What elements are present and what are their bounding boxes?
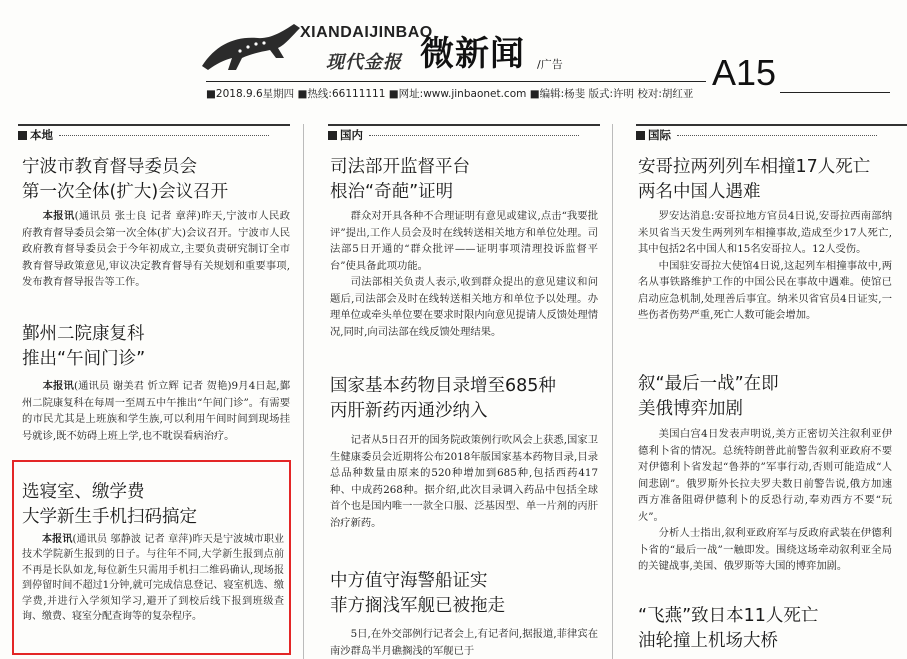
info-line: ■2018.9.6星期四 ■热线:66111111 ■网址:www.jinbaonet.com ■编辑:杨斐 版式:许明 校对:胡红亚 xyxy=(206,88,694,100)
article-text: (通讯员 张士良 记者 章萍)昨天,宁波市人民政府教育督导委员会第一次全体(扩大)会议召开。宁波市人民政府教育督导委员会于今年初成立,主要负责研究制订全市教育督导政策意见,审议决定教育督导有关规划和重要事项,发布教育督导报告等工作。 xyxy=(22,210,290,288)
section-label: 国内 xyxy=(340,128,363,142)
article-paragraph: 群众对开具各种不合理证明有意见或建议,点击“我要批评”提出,工作人员会及时在线转送相关地方和单位处理。司法部5日开通的“群众批评——证明事项清理投诉监督平台”使具备此项功能。 xyxy=(330,210,598,272)
section-header-international xyxy=(636,124,907,141)
headline-line: 丙肝新药丙通沙纳入 xyxy=(330,401,488,421)
headline-line: 第一次全体(扩大)会议召开 xyxy=(22,182,229,202)
article-paragraph: 分析人士指出,叙利亚政府军与反政府武装在伊德利卜省的“最后一战”一触即发。围绕这场牵动叙利亚全局的关键战事,美国、俄罗斯等大国的博弈加剧。 xyxy=(638,527,892,572)
page-number: A15 xyxy=(712,52,777,93)
headline xyxy=(22,155,292,205)
headline-line: 国家基本药物目录增至685种 xyxy=(330,376,556,396)
section-label: 本地 xyxy=(30,128,53,142)
masthead-pinyin: XIANDAIJINBAO xyxy=(300,24,433,41)
article-body xyxy=(22,532,284,624)
headline-line: 安哥拉两列列车相撞17人死亡 xyxy=(638,157,871,177)
article-paragraph: 5日,在外交部例行记者会上,有记者问,据报道,菲律宾在南沙群岛半月礁搁浅的军舰已于 xyxy=(330,628,598,657)
section-header-local xyxy=(18,124,290,141)
headline xyxy=(638,604,900,654)
section-header-domestic xyxy=(328,124,600,141)
article-lead: 本报讯 xyxy=(42,380,74,392)
headline xyxy=(638,372,900,422)
masthead-rule xyxy=(206,81,706,82)
headline-line: 司法部开监督平台 xyxy=(330,157,470,177)
leopard-logo-icon xyxy=(196,14,306,74)
article-paragraph: 中国驻安哥拉大使馆4日说,这起列车相撞事故中,两名从事铁路维护工作的中国公民在事故中遇难。使馆已启动应急机制,处理善后事宜。纳米贝省官员4日证实,一些伤者伤势严重,死亡人数可能会增加。 xyxy=(638,259,892,321)
column-divider xyxy=(303,124,304,659)
article-paragraph: 记者从5日召开的国务院政策例行吹风会上获悉,国家卫生健康委员会近期将公布2018年版国家基本药物目录,目录总品种数量由原来的520种增加到685种,包括西药417种、中成药268种。据介绍,此次目录调入药品中包括全球首个也是国内唯一一款全口服、泛基因型、单一片剂的丙肝治疗新药。 xyxy=(330,434,598,529)
headline xyxy=(330,374,600,424)
article-body xyxy=(638,426,892,575)
masthead xyxy=(0,0,907,100)
headline-line: 两名中国人遇难 xyxy=(638,182,761,202)
article-body xyxy=(22,378,290,444)
headline xyxy=(22,480,290,530)
paper-name: 现代金报 xyxy=(326,52,402,73)
article-text: (通讯员 谢美君 忻立辉 记者 贺艳)9月4日起,鄞州二院康复科在每周一至周五中午推出“午间门诊”。有需要的市民尤其是上班族和学生族,可以利用午间时间到现场挂号就诊,既不妨碍上班上学,也不耽误看病治疗。 xyxy=(22,380,290,442)
headline xyxy=(330,569,600,619)
headline-line: 推出“午间门诊” xyxy=(22,349,146,369)
article-body xyxy=(330,432,598,531)
article-paragraph: 罗安达消息:安哥拉地方官员4日说,安哥拉西南部纳米贝省当天发生两列列车相撞事故,造成至少17人死亡,其中包括2名中国人和15名安哥拉人。12人受伤。 xyxy=(638,210,892,255)
article-body xyxy=(22,208,290,291)
article-paragraph: 司法部相关负责人表示,收到群众提出的意见建议和问题后,司法部会及时在线转送相关地方和单位予以处理。办理单位或牵头单位要在要求时限内向意见提请人反馈处理情况,同时,向司法部在线反馈处理结果。 xyxy=(330,276,598,338)
headline-line: 菲方搁浅军舰已被拖走 xyxy=(330,596,505,616)
headline-line: 根治“奇葩”证明 xyxy=(330,182,454,202)
headline-line: 选寝室、缴学费 xyxy=(22,482,145,502)
headline xyxy=(330,155,600,205)
square-bullet-icon xyxy=(18,131,27,140)
headline-line: “飞燕”致日本11人死亡 xyxy=(638,606,819,626)
headline-line: 美俄博弈加剧 xyxy=(638,399,743,419)
page-number-rule xyxy=(780,92,890,93)
column-divider xyxy=(612,124,613,659)
section-name: 微新闻 xyxy=(420,34,525,74)
headline-line: 鄞州二院康复科 xyxy=(22,324,145,344)
article-text: (通讯员 邬静波 记者 章萍)昨天是宁波城市职业技术学院新生报到的日子。与往年不同,大学新生报到点前不再是长队如龙,每位新生只需用手机扫二维码确认,现场报到停留时间不超过1分钟,就可完成信息登记、寝室机选、缴学费,并进行入学须知学习,避开了到校后线下报到班级查询、缴费、寝室分配查询等的复杂程序。 xyxy=(22,534,285,623)
square-bullet-icon xyxy=(636,131,645,140)
section-label: 国际 xyxy=(648,128,671,142)
headline-line: 宁波市教育督导委员会 xyxy=(22,157,197,177)
article-body xyxy=(330,208,598,340)
ad-tag: /广告 xyxy=(537,58,563,71)
article-lead: 本报讯 xyxy=(42,534,73,545)
headline xyxy=(638,155,900,205)
article-body xyxy=(638,208,892,324)
headline-line: 油轮撞上机场大桥 xyxy=(638,631,778,651)
headline-line: 叙“最后一战”在即 xyxy=(638,374,779,394)
square-bullet-icon xyxy=(328,131,337,140)
article-paragraph: 美国白宫4日发表声明说,美方正密切关注叙利亚伊德利卜省的情况。总统特朗普此前警告叙利亚政府不要对伊德利卜省发起“鲁莽的”军事行动,否则可能造成“人间悲剧”。俄罗斯外长拉夫罗夫数日前警告说,俄方加速西方准备阻碍伊德利卜的反恐行动,奉劝西方不要“玩火”。 xyxy=(638,428,892,523)
headline-line: 中方值守海警船证实 xyxy=(330,571,488,591)
headline xyxy=(22,322,292,372)
article-lead: 本报讯 xyxy=(42,210,75,222)
article-body xyxy=(330,626,598,659)
headline-line: 大学新生手机扫码搞定 xyxy=(22,507,197,527)
